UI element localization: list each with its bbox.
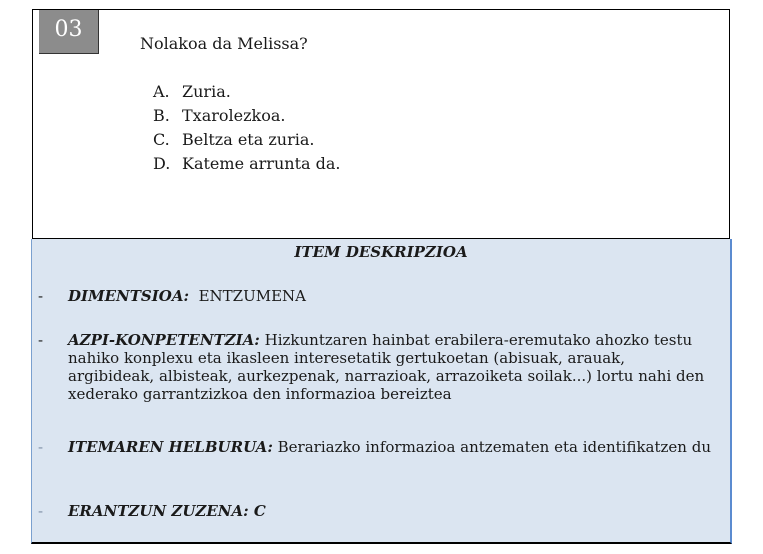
subcompetence-row [68, 331, 712, 403]
option-letter: B. [153, 106, 170, 125]
option-a[interactable] [153, 80, 340, 104]
item-goal-row [68, 438, 712, 456]
option-text: Beltza eta zuria. [182, 130, 315, 149]
dimension-key: DIMENTSIOA: [68, 287, 190, 305]
dimension-value: ENTZUMENA [198, 287, 306, 305]
option-letter: A. [153, 82, 170, 101]
subcompetence-value: Hizkuntzaren hainbat erabilera-eremutako ahozko testu nahiko konplexu eta ikasleen interesetatik gertukoetan (abisuak, arauak, argibideak, albisteak, aurkezpenak, narrazioak, arrazoiketa soilak...) lortu nahi den xederako garrantzizkoa den informazioa bereiztea [68, 331, 705, 403]
option-letter: D. [153, 154, 171, 173]
option-c[interactable] [153, 128, 340, 152]
question-text: Nolakoa da Melissa? [140, 34, 308, 53]
answer-options [153, 80, 340, 176]
dimension-row [68, 287, 712, 305]
option-letter: C. [153, 130, 170, 149]
correct-answer-key: ERANTZUN ZUZENA: C [68, 502, 266, 520]
subcompetence-key: AZPI-KONPETENTZIA: [68, 331, 260, 349]
item-goal-value: Berariazko informazioa antzematen eta identifikatzen du [277, 438, 711, 456]
correct-answer-row [68, 502, 712, 520]
bullet-dash: - [38, 287, 44, 305]
item-description-panel [31, 239, 732, 544]
question-number-badge: 03 [39, 10, 99, 54]
option-text: Kateme arrunta da. [182, 154, 341, 173]
bullet-dash: - [38, 502, 44, 520]
description-title: ITEM DESKRIPZIOA [294, 243, 468, 261]
option-text: Txarolezkoa. [182, 106, 286, 125]
option-b[interactable] [153, 104, 340, 128]
option-d[interactable] [153, 152, 340, 176]
option-text: Zuria. [182, 82, 231, 101]
bullet-dash: - [38, 438, 44, 456]
bullet-dash: - [38, 331, 44, 349]
question-card [32, 9, 730, 239]
item-goal-key: ITEMAREN HELBURUA: [68, 438, 273, 456]
